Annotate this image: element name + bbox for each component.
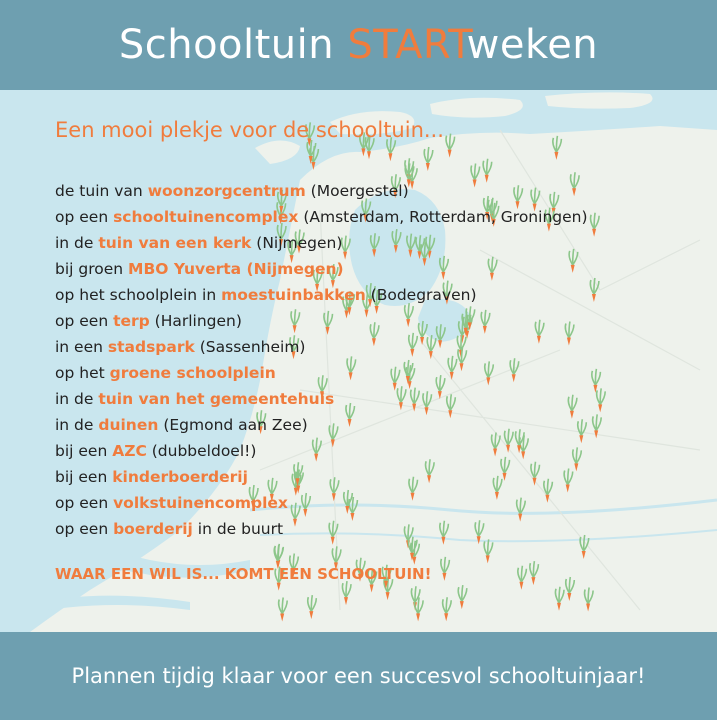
item-text: op een (55, 520, 114, 538)
item-highlight: volkstuinencomplex (113, 494, 288, 512)
item-location: (Sassenheim) (194, 338, 306, 356)
list-item (55, 334, 705, 360)
list-item (55, 204, 705, 230)
list-item (55, 464, 705, 490)
list-item (55, 386, 705, 412)
list-item (55, 282, 705, 308)
item-highlight: kinderboerderij (112, 468, 248, 486)
footer-text: Plannen tijdig klaar voor een succesvol schooltuinjaar! (71, 664, 646, 688)
list-item (55, 516, 705, 542)
item-location: (Nijmegen) (251, 234, 343, 252)
title-prefix: Schooltuin (118, 22, 348, 68)
title-accent: START (347, 22, 467, 68)
list-item (55, 178, 705, 204)
item-text: bij een (55, 468, 113, 486)
item-highlight: tuin van het gemeentehuis (98, 390, 335, 408)
page-title (119, 22, 598, 68)
item-text: de tuin van (55, 182, 148, 200)
item-highlight: schooltuinencomplex (113, 208, 299, 226)
list-item (55, 230, 705, 256)
place-list (55, 178, 705, 542)
item-highlight: stadspark (107, 338, 195, 356)
item-text: bij een (55, 442, 113, 460)
item-text: in de (55, 234, 99, 252)
item-text: op het schoolplein in (55, 286, 222, 304)
list-item (55, 412, 705, 438)
item-highlight: groene schoolplein (109, 364, 276, 382)
item-location: in de buurt (192, 520, 284, 538)
slogan: WAAR EEN WIL IS... KOMT EEN SCHOOLTUIN! (55, 565, 432, 583)
item-location: (Egmond aan Zee) (158, 416, 308, 434)
item-location: (dubbeldoel!) (146, 442, 257, 460)
item-highlight: terp (113, 312, 150, 330)
content-panel (55, 118, 705, 583)
list-item (55, 256, 705, 282)
footer-banner (0, 632, 717, 720)
item-location: (Moergestel) (305, 182, 409, 200)
item-location: (Harlingen) (149, 312, 242, 330)
island (545, 92, 653, 108)
item-location: (Bodegraven) (365, 286, 477, 304)
list-item (55, 438, 705, 464)
item-highlight: tuin van een kerk (98, 234, 252, 252)
item-text: in een (55, 338, 108, 356)
item-text: op het (55, 364, 110, 382)
item-text: in de (55, 390, 99, 408)
subtitle: Een mooi plekje voor de schooltuin... (55, 118, 444, 142)
list-item (55, 490, 705, 516)
item-highlight: duinen (98, 416, 159, 434)
item-text: op een (55, 208, 114, 226)
item-location: (Amsterdam, Rotterdam, Groningen) (298, 208, 588, 226)
item-text: op een (55, 312, 114, 330)
item-highlight: AZC (112, 442, 147, 460)
list-item (55, 308, 705, 334)
title-suffix: weken (466, 22, 599, 68)
item-highlight: woonzorgcentrum (147, 182, 306, 200)
header-banner (0, 0, 717, 90)
item-text: bij groen (55, 260, 129, 278)
item-text: op een (55, 494, 114, 512)
item-highlight: boerderij (113, 520, 193, 538)
item-highlight: MBO Yuverta (Nijmegen) (128, 260, 344, 278)
item-highlight: moestuinbakken (221, 286, 366, 304)
list-item (55, 360, 705, 386)
item-text: in de (55, 416, 99, 434)
